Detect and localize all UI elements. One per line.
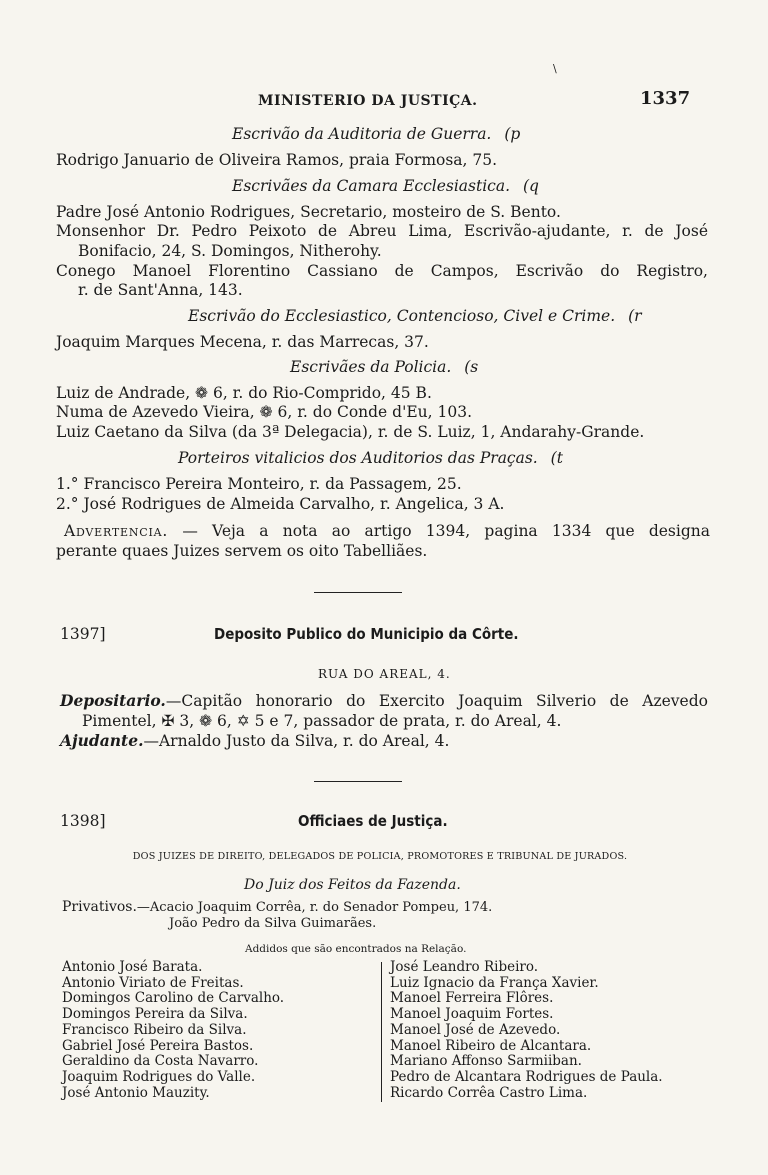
policia-entry: Luiz Caetano da Silva (da 3ª Delegacia), r. de S. Luiz, 1, Andarahy-Grande.: [56, 423, 645, 441]
porteiros-ref: (t: [550, 449, 563, 467]
porteiros-entry: 1.° Francisco Pereira Monteiro, r. da Passagem, 25.: [56, 475, 462, 493]
list-item: Manoel Ribeiro de Alcantara.: [390, 1037, 592, 1054]
ecclesiastico-heading: [188, 307, 642, 325]
ecclesiastico-entry: Joaquim Marques Mecena, r. das Marrecas, 37.: [56, 333, 429, 351]
ajudante-label: Ajudante.: [60, 731, 144, 750]
section-divider: [314, 781, 402, 782]
list-item: Manoel Joaquim Fortes.: [390, 1006, 554, 1023]
camara-entry: Bonifacio, 24, S. Domingos, Nitherohy.: [78, 242, 382, 260]
porteiros-entry: 2.° José Rodrigues de Almeida Carvalho, r. Angelica, 3 A.: [56, 495, 505, 513]
porteiros-heading-text: Porteiros vitalicios dos Auditorios das Praças.: [178, 449, 538, 467]
section-address: RUA DO AREAL, 4.: [318, 667, 451, 681]
privativos-label: Privativos.: [62, 899, 137, 915]
page-number: 1337: [640, 88, 691, 109]
advertencia-label: Advertencia.: [64, 522, 169, 540]
list-item: Gabriel José Pereira Bastos.: [62, 1037, 254, 1054]
list-item: Francisco Ribeiro da Silva.: [62, 1021, 247, 1038]
camara-entry: Monsenhor Dr. Pedro Peixoto de Abreu Lima, Escrivão-ajudante, r. de José: [56, 222, 708, 240]
running-header: MINISTERIO DA JUSTIÇA.: [258, 93, 478, 109]
section-number: 1398]: [60, 812, 106, 830]
list-item: Domingos Carolino de Carvalho.: [62, 990, 285, 1007]
depositario-line2: Pimentel, ✠ 3, ❁ 6, ✡ 5 e 7, passador de prata, r. do Areal, 4.: [82, 712, 562, 730]
auditoria-ref: (p: [504, 125, 521, 143]
policia-entry: Luiz de Andrade, ❁ 6, r. do Rio-Comprido, 45 B.: [56, 384, 432, 402]
camara-heading: [232, 177, 539, 195]
list-item: Manoel Ferreira Flôres.: [390, 990, 554, 1007]
column-divider: [381, 962, 382, 1102]
list-item: Geraldino da Costa Navarro.: [62, 1053, 259, 1070]
fazenda-heading: Do Juiz dos Feitos da Fazenda.: [244, 877, 461, 893]
ecclesiastico-ref: (r: [628, 307, 642, 325]
section-number: 1397]: [60, 625, 106, 643]
list-item: Domingos Pereira da Silva.: [62, 1006, 248, 1023]
ink-mark: \: [553, 62, 557, 75]
list-item: Antonio José Barata.: [62, 959, 203, 975]
privativos-line2: João Pedro da Silva Guimarães.: [169, 916, 377, 931]
list-item: Manoel José de Azevedo.: [390, 1021, 561, 1038]
camara-entry: Padre José Antonio Rodrigues, Secretario, mosteiro de S. Bento.: [56, 203, 561, 221]
list-item: Luiz Ignacio da França Xavier.: [390, 974, 599, 991]
section-title: Officiaes de Justiça.: [298, 812, 448, 830]
auditoria-entry: Rodrigo Januario de Oliveira Ramos, praia Formosa, 75.: [56, 151, 498, 169]
camara-entry: Conego Manoel Florentino Cassiano de Campos, Escrivão do Registro,: [56, 262, 708, 280]
section-divider: [314, 592, 402, 593]
policia-heading: [290, 358, 478, 376]
depositario-label: Depositario.: [60, 691, 166, 710]
advertencia-line: [64, 522, 710, 540]
section-title: Deposito Publico do Municipio da Côrte.: [214, 625, 519, 643]
ecclesiastico-heading-text: Escrivão do Ecclesiastico, Contencioso, Civel e Crime.: [188, 307, 616, 325]
auditoria-heading-text: Escrivão da Auditoria de Guerra.: [232, 125, 492, 143]
auditoria-heading: [232, 125, 520, 143]
ajudante-line: [60, 732, 449, 750]
addidos-heading: Addidos que são encontrados na Relação.: [245, 943, 467, 955]
list-item: Pedro de Alcantara Rodrigues de Paula.: [390, 1068, 663, 1085]
right-officer-list: [390, 960, 663, 1101]
camara-entry: r. de Sant'Anna, 143.: [78, 281, 243, 299]
list-item: José Leandro Ribeiro.: [390, 959, 539, 975]
depositario-line: [60, 692, 708, 710]
ajudante-text: —Arnaldo Justo da Silva, r. do Areal, 4.: [143, 732, 450, 750]
list-item: Mariano Affonso Sarmiiban.: [390, 1053, 582, 1070]
depositario-text: —Capitão honorario do Exercito Joaquim Silverio de Azevedo: [165, 692, 708, 710]
list-item: Ricardo Corrêa Castro Lima.: [390, 1084, 588, 1101]
camara-ref: (q: [522, 177, 539, 195]
left-officer-list: [62, 960, 284, 1101]
advertencia-text: — Veja a nota ao artigo 1394, pagina 1334 que designa: [182, 522, 710, 540]
policia-entry: Numa de Azevedo Vieira, ❁ 6, r. do Conde d'Eu, 103.: [56, 403, 473, 421]
section-subtitle: DOS JUIZES DE DIREITO, DELEGADOS DE POLICIA, PROMOTORES E TRIBUNAL DE JURADOS.: [132, 851, 628, 862]
porteiros-heading: [178, 449, 563, 467]
list-item: Antonio Viriato de Freitas.: [62, 974, 244, 991]
advertencia-line2: perante quaes Juizes servem os oito Tabelliães.: [56, 542, 428, 560]
policia-heading-text: Escrivães da Policia.: [290, 358, 452, 376]
camara-heading-text: Escrivães da Camara Ecclesiastica.: [232, 177, 511, 195]
list-item: José Antonio Mauzity.: [62, 1084, 210, 1101]
policia-ref: (s: [464, 358, 479, 376]
privativos-text: —Acacio Joaquim Corrêa, r. do Senador Pompeu, 174.: [136, 900, 493, 915]
list-item: Joaquim Rodrigues do Valle.: [62, 1068, 256, 1085]
